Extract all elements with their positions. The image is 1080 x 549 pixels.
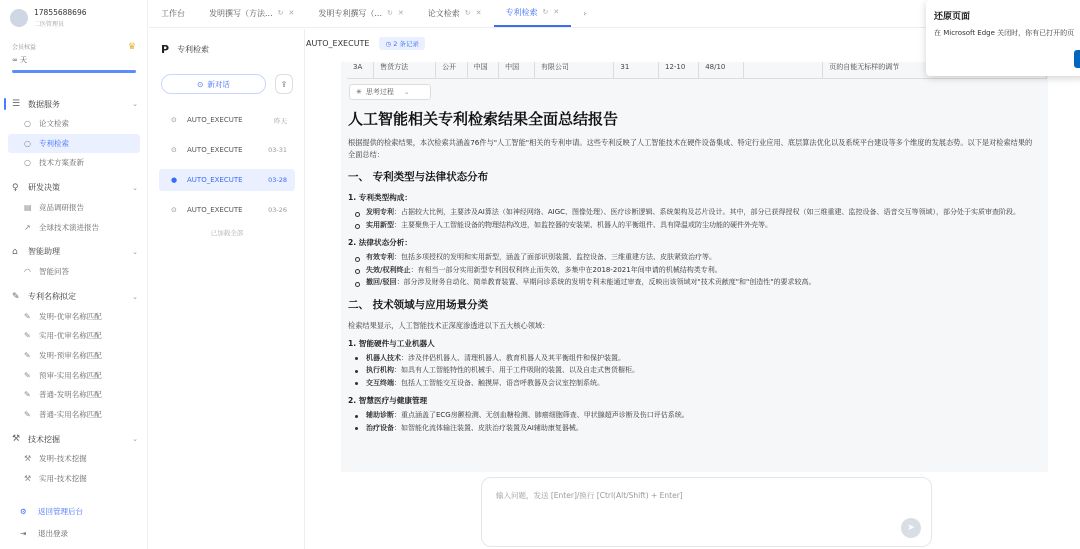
restore-pages-popup: [926, 0, 1080, 76]
nav-group-0[interactable]: [0, 94, 148, 114]
chevron-down-icon: ⌄: [132, 183, 138, 192]
share-button[interactable]: [275, 74, 293, 94]
sidebar-item-label: 发明-优审名称匹配: [39, 311, 102, 321]
table-cell: 48/10: [699, 62, 744, 78]
search-icon: ○: [24, 119, 31, 129]
sidebar-item[interactable]: [0, 385, 148, 405]
chat-header: [306, 37, 425, 50]
membership-progress-bar: [12, 70, 136, 73]
gear-icon: ⚙: [20, 506, 27, 516]
list-item: [348, 207, 1036, 219]
user-profile[interactable]: [10, 8, 87, 28]
pen-icon: ✎: [24, 351, 31, 361]
conversation-item[interactable]: [159, 169, 295, 191]
subsection-heading: 2. 法律状态分析：: [348, 238, 412, 247]
chevron-down-icon: ⌄: [403, 88, 410, 96]
nav-group-2[interactable]: [0, 242, 148, 262]
sidebar-item-label: 实用-优审名称匹配: [39, 331, 102, 341]
panel-title: [161, 43, 209, 56]
nav-group-label: 研发决策: [28, 183, 60, 193]
table-cell: 公开: [436, 62, 467, 78]
report-document: [348, 106, 1036, 435]
table-cell: [744, 62, 824, 78]
section-intro: 检索结果显示，人工智能技术正深度渗透进以下五大核心领域：: [348, 320, 550, 330]
share-icon: ⇪: [280, 79, 288, 89]
list-item-text: ：有相当一部分实用新型专利因权利终止而失效，多集中在2018-2021年间申请的机械结构类专利。: [410, 265, 722, 274]
table-cell: 3A: [347, 62, 374, 78]
refresh-icon[interactable]: ↻: [387, 9, 393, 17]
crown-icon: ♛: [127, 42, 136, 52]
send-button[interactable]: [901, 518, 921, 538]
list-item-key: 有效专利: [366, 253, 394, 261]
list-item: [348, 252, 1036, 264]
close-icon[interactable]: ✕: [553, 8, 560, 16]
tab-1[interactable]: [197, 0, 306, 27]
table-cell: 12-10: [659, 62, 699, 78]
list-item: [348, 378, 1036, 390]
list-item-key: 交互终端: [366, 378, 394, 387]
panel-title-text: 专利检索: [177, 45, 210, 54]
sidebar-item[interactable]: [0, 217, 148, 237]
sidebar-item-label: 竞品调研报告: [39, 203, 84, 213]
mining-icon: ⚒: [24, 454, 32, 464]
tab-label: 论文检索: [427, 8, 460, 18]
list-item-text: ：占据较大比例，主要涉及AI算法（如神经网络、AIGC、图像处理）、医疗诊断逻辑、系统架构及芯片设计。其中，部分已获得授权（如三维重建、监控设备、语音交互等领域），部分处于实质审查阶段。: [394, 208, 1021, 216]
admin-backend-label: 返回管理后台: [38, 506, 83, 516]
conversation-date: 03-26: [268, 206, 287, 214]
chevron-down-icon: ⌄: [132, 435, 138, 444]
close-icon[interactable]: ✕: [475, 9, 482, 17]
list-item-key: 撤回/驳回: [366, 278, 397, 286]
chat-bubble-icon: ●: [171, 176, 178, 184]
sidebar-item[interactable]: [0, 469, 148, 489]
sidebar-item-label: 论文检索: [39, 119, 69, 129]
conversation-panel: [149, 29, 305, 549]
table-cell: 售货方法: [374, 62, 436, 78]
nav-group-3[interactable]: [0, 287, 148, 307]
sidebar-item-label: 专利检索: [39, 138, 69, 148]
conversation-item[interactable]: [159, 139, 295, 161]
chevron-down-icon: ⌄: [132, 100, 138, 108]
report-title: 人工智能相关专利检索结果全面总结报告: [348, 110, 619, 128]
pen-icon: ✎: [24, 370, 31, 380]
list-item-text: ：如智能化流体输注装置、皮肤治疗装置及AI辅助康复器械。: [394, 423, 583, 432]
list-item: [348, 365, 1036, 377]
tab-bar: [149, 0, 929, 28]
conversation-label: AUTO_EXECUTE: [187, 176, 243, 184]
list-item-text: ：如具有人工智能特性的机械手、用于工件吸附的装置、以及自走式售货橱柜。: [394, 366, 639, 374]
conversation-date: 03-28: [268, 176, 287, 184]
list-item-key: 失效/权利终止: [366, 265, 411, 274]
user-role: 二医管理员: [34, 21, 65, 28]
restore-title: 还原页面: [934, 12, 971, 22]
table-cell: 31: [614, 62, 659, 78]
tab-5[interactable]: [571, 0, 598, 27]
logout-icon: ⇥: [20, 528, 27, 538]
nav-group-4[interactable]: [0, 429, 148, 449]
tab-label: 发明专利撰写（...: [318, 8, 383, 18]
membership-value: ∞ 天: [12, 56, 28, 64]
document-icon: ▤: [24, 203, 32, 213]
sidebar-item-label: 发明-预审名称匹配: [39, 351, 102, 361]
avatar: [10, 9, 28, 27]
message-input-box[interactable]: [481, 477, 932, 547]
records-text: 2 条记录: [393, 40, 419, 48]
sidebar-item-label: 发明-技术挖掘: [39, 454, 87, 464]
pen-icon: ✎: [24, 331, 31, 341]
table-cell: 中国: [499, 62, 535, 78]
list-item-key: 发明专利: [366, 208, 394, 216]
pen-icon: ✎: [12, 291, 20, 302]
chevron-down-icon: ⌄: [132, 247, 138, 256]
list-item: [348, 410, 1036, 422]
list-item-text: ：主要聚焦于人工智能设备的物理结构改进，如监控器的安装架、机器人的平衡组件、具有降温或防尘功能的硬件外壳等。: [394, 220, 772, 229]
conversation-date: 昨天: [274, 116, 287, 125]
sparkle-icon: ✳: [356, 88, 362, 96]
search-icon: ○: [24, 138, 31, 148]
nav-group-label: 专利名称拟定: [28, 292, 76, 302]
logout-link[interactable]: [0, 522, 148, 544]
logout-label: 退出登录: [38, 528, 68, 538]
robot-icon: ⌂: [12, 246, 18, 257]
search-icon: ○: [24, 158, 31, 168]
list-item-key: 辅助诊断: [366, 411, 394, 419]
message-input-placeholder: 输入问题，发送 [Enter]/换行 [Ctrl(Alt/Shift) + Enter]: [496, 491, 683, 500]
list-item-text: ：重点涵盖了ECG房颤检测、无创血糖检测、肺癌细胞筛查、甲状腺超声诊断及伤口评估系统。: [394, 411, 689, 419]
table-cell: 中国: [468, 62, 499, 78]
conversation-label: AUTO_EXECUTE: [187, 116, 243, 124]
close-icon[interactable]: ✕: [397, 9, 404, 17]
membership-panel: [12, 42, 136, 73]
membership-label: 会员权益: [12, 44, 37, 51]
thinking-process-toggle[interactable]: [349, 84, 431, 100]
list-item-text: ：涉及伴侣机器人、清理机器人、教育机器人及其平衡组件和保护装置。: [401, 353, 625, 362]
table-cell: 页的自能无标样的调节: [823, 62, 1047, 78]
pen-icon: ✎: [24, 311, 31, 321]
loaded-all-label: 已加载全部: [210, 229, 244, 237]
nav-group-1[interactable]: [0, 178, 148, 198]
list-item-key: 治疗设备: [366, 423, 394, 432]
new-chat-label: 新对话: [207, 79, 230, 89]
user-name: 17855688696: [34, 8, 87, 17]
nav-group-label: 智能助理: [28, 247, 60, 257]
section-heading: 一、 专利类型与法律状态分布: [348, 171, 489, 183]
conversation-item[interactable]: [159, 109, 295, 131]
chat-bubble-icon: ⊙: [171, 206, 177, 214]
list-item-key: 机器人技术: [366, 353, 401, 362]
sidebar-item-label: 预审-实用名称匹配: [39, 370, 102, 380]
refresh-icon[interactable]: ↻: [277, 9, 284, 17]
report-intro: 根据提供的检索结果，本次检索共涵盖76件与"人工智能"相关的专利申请。这些专利反映了人工智能技术在硬件设备集成、特定行业应用、底层算法优化以及系统平台建设等多个维度的发展态势。以下是对检索结果的全面总结：: [348, 138, 1033, 159]
database-icon: ☰: [12, 99, 21, 109]
list-item: [348, 265, 1036, 277]
message-content: [341, 62, 1048, 472]
sidebar-item[interactable]: [8, 134, 140, 154]
list-item-text: ：包括多项授权的发明和实用新型，涵盖了面部识别装置、监控设备、三维重建方法、皮肤紧致治疗等。: [394, 253, 716, 261]
sidebar-item-label: 智能问答: [39, 267, 69, 277]
list-item-key: 实用新型: [366, 220, 394, 229]
trend-icon: ↗: [24, 222, 31, 232]
tab-3[interactable]: [416, 0, 494, 27]
nav-group-label: 数据服务: [28, 99, 60, 109]
close-icon[interactable]: ✕: [288, 9, 295, 17]
pen-icon: ✎: [24, 390, 31, 400]
tab-label: 发明撰写（方法...: [209, 8, 273, 18]
chat-icon: ◠: [24, 267, 31, 277]
sidebar-item[interactable]: [0, 307, 148, 327]
admin-backend-link[interactable]: [0, 500, 148, 522]
list-item: [348, 220, 1036, 232]
records-badge[interactable]: ◷ 2 条记录: [379, 37, 424, 50]
left-sidebar: [0, 0, 148, 549]
sidebar-item-label: 实用-技术挖掘: [39, 474, 87, 484]
tab-4[interactable]: [494, 0, 572, 27]
sidebar-item[interactable]: [0, 114, 148, 134]
list-item: [348, 353, 1036, 365]
conversation-label: AUTO_EXECUTE: [187, 146, 243, 154]
list-item-text: ：部分涉及财务自动化、简单教育装置、早期问诊系统的发明专利未能通过审查，反映出该领域对"技术贡献度"和"创造性"的要求较高。: [396, 278, 816, 286]
section-heading: 二、 技术领域与应用场景分类: [348, 298, 489, 311]
sidebar-item[interactable]: [0, 326, 148, 346]
new-chat-button[interactable]: [161, 74, 266, 94]
restore-message: 在 Microsoft Edge 关闭时，你有已打开的页: [934, 29, 1075, 37]
sidebar-item-label: 普通-发明名称匹配: [39, 390, 102, 400]
table-cell: 有限公司: [535, 62, 615, 78]
chat-bubble-icon: ⊙: [197, 79, 204, 89]
conversation-label: AUTO_EXECUTE: [187, 206, 243, 214]
conversation-date: 03-31: [268, 146, 287, 154]
sidebar-item[interactable]: [0, 365, 148, 385]
chat-bubble-icon: ⊙: [171, 146, 177, 154]
tab-label: ›: [583, 8, 587, 18]
sidebar-item-label: 普通-实用名称匹配: [39, 409, 102, 419]
list-item: [348, 423, 1036, 435]
sidebar-item[interactable]: [0, 346, 148, 366]
tab-2[interactable]: [306, 0, 415, 27]
sidebar-item-label: 技术方案查新: [39, 158, 84, 168]
list-item-key: 执行机构: [366, 366, 394, 374]
mining-icon: ⚒: [12, 434, 21, 445]
sidebar-item[interactable]: [0, 262, 148, 282]
sidebar-footer: [0, 500, 148, 544]
subsection-heading: 2. 智慧医疗与健康管理: [348, 396, 428, 405]
chevron-down-icon: ⌄: [132, 292, 138, 301]
subsection-heading: 1. 智能硬件与工业机器人: [348, 338, 435, 348]
chat-title: AUTO_EXECUTE: [306, 39, 370, 48]
chat-bubble-icon: ⊙: [171, 116, 177, 124]
thinking-label: 思考过程: [365, 88, 394, 96]
bulb-icon: ♀: [12, 182, 19, 193]
tab-0[interactable]: [149, 0, 197, 27]
sidebar-item[interactable]: [0, 198, 148, 218]
refresh-icon[interactable]: ↻: [464, 9, 471, 17]
sidebar-nav: [0, 94, 148, 493]
restore-button[interactable]: [1074, 50, 1080, 68]
pen-icon: ✎: [24, 409, 31, 419]
mining-icon: ⚒: [24, 474, 32, 484]
send-icon: ➤: [907, 523, 915, 533]
tab-label: 专利检索: [505, 7, 538, 17]
patent-logo-icon: P: [161, 43, 170, 56]
conversation-item[interactable]: [159, 199, 295, 221]
list-item-text: ：包括人工智能交互设备、触摸屏、语音呼教器及会议室控制系统。: [394, 378, 604, 387]
sidebar-item-label: 全球技术演进报告: [39, 222, 99, 232]
nav-group-label: 技术挖掘: [28, 434, 60, 444]
list-item: [348, 277, 1036, 289]
subsection-heading: 1. 专利类型构成：: [348, 193, 412, 202]
sidebar-item[interactable]: [0, 405, 148, 425]
refresh-icon[interactable]: ↻: [542, 8, 549, 16]
sidebar-item[interactable]: [0, 449, 148, 469]
tab-label: 工作台: [161, 8, 185, 18]
sidebar-item[interactable]: [0, 153, 148, 173]
